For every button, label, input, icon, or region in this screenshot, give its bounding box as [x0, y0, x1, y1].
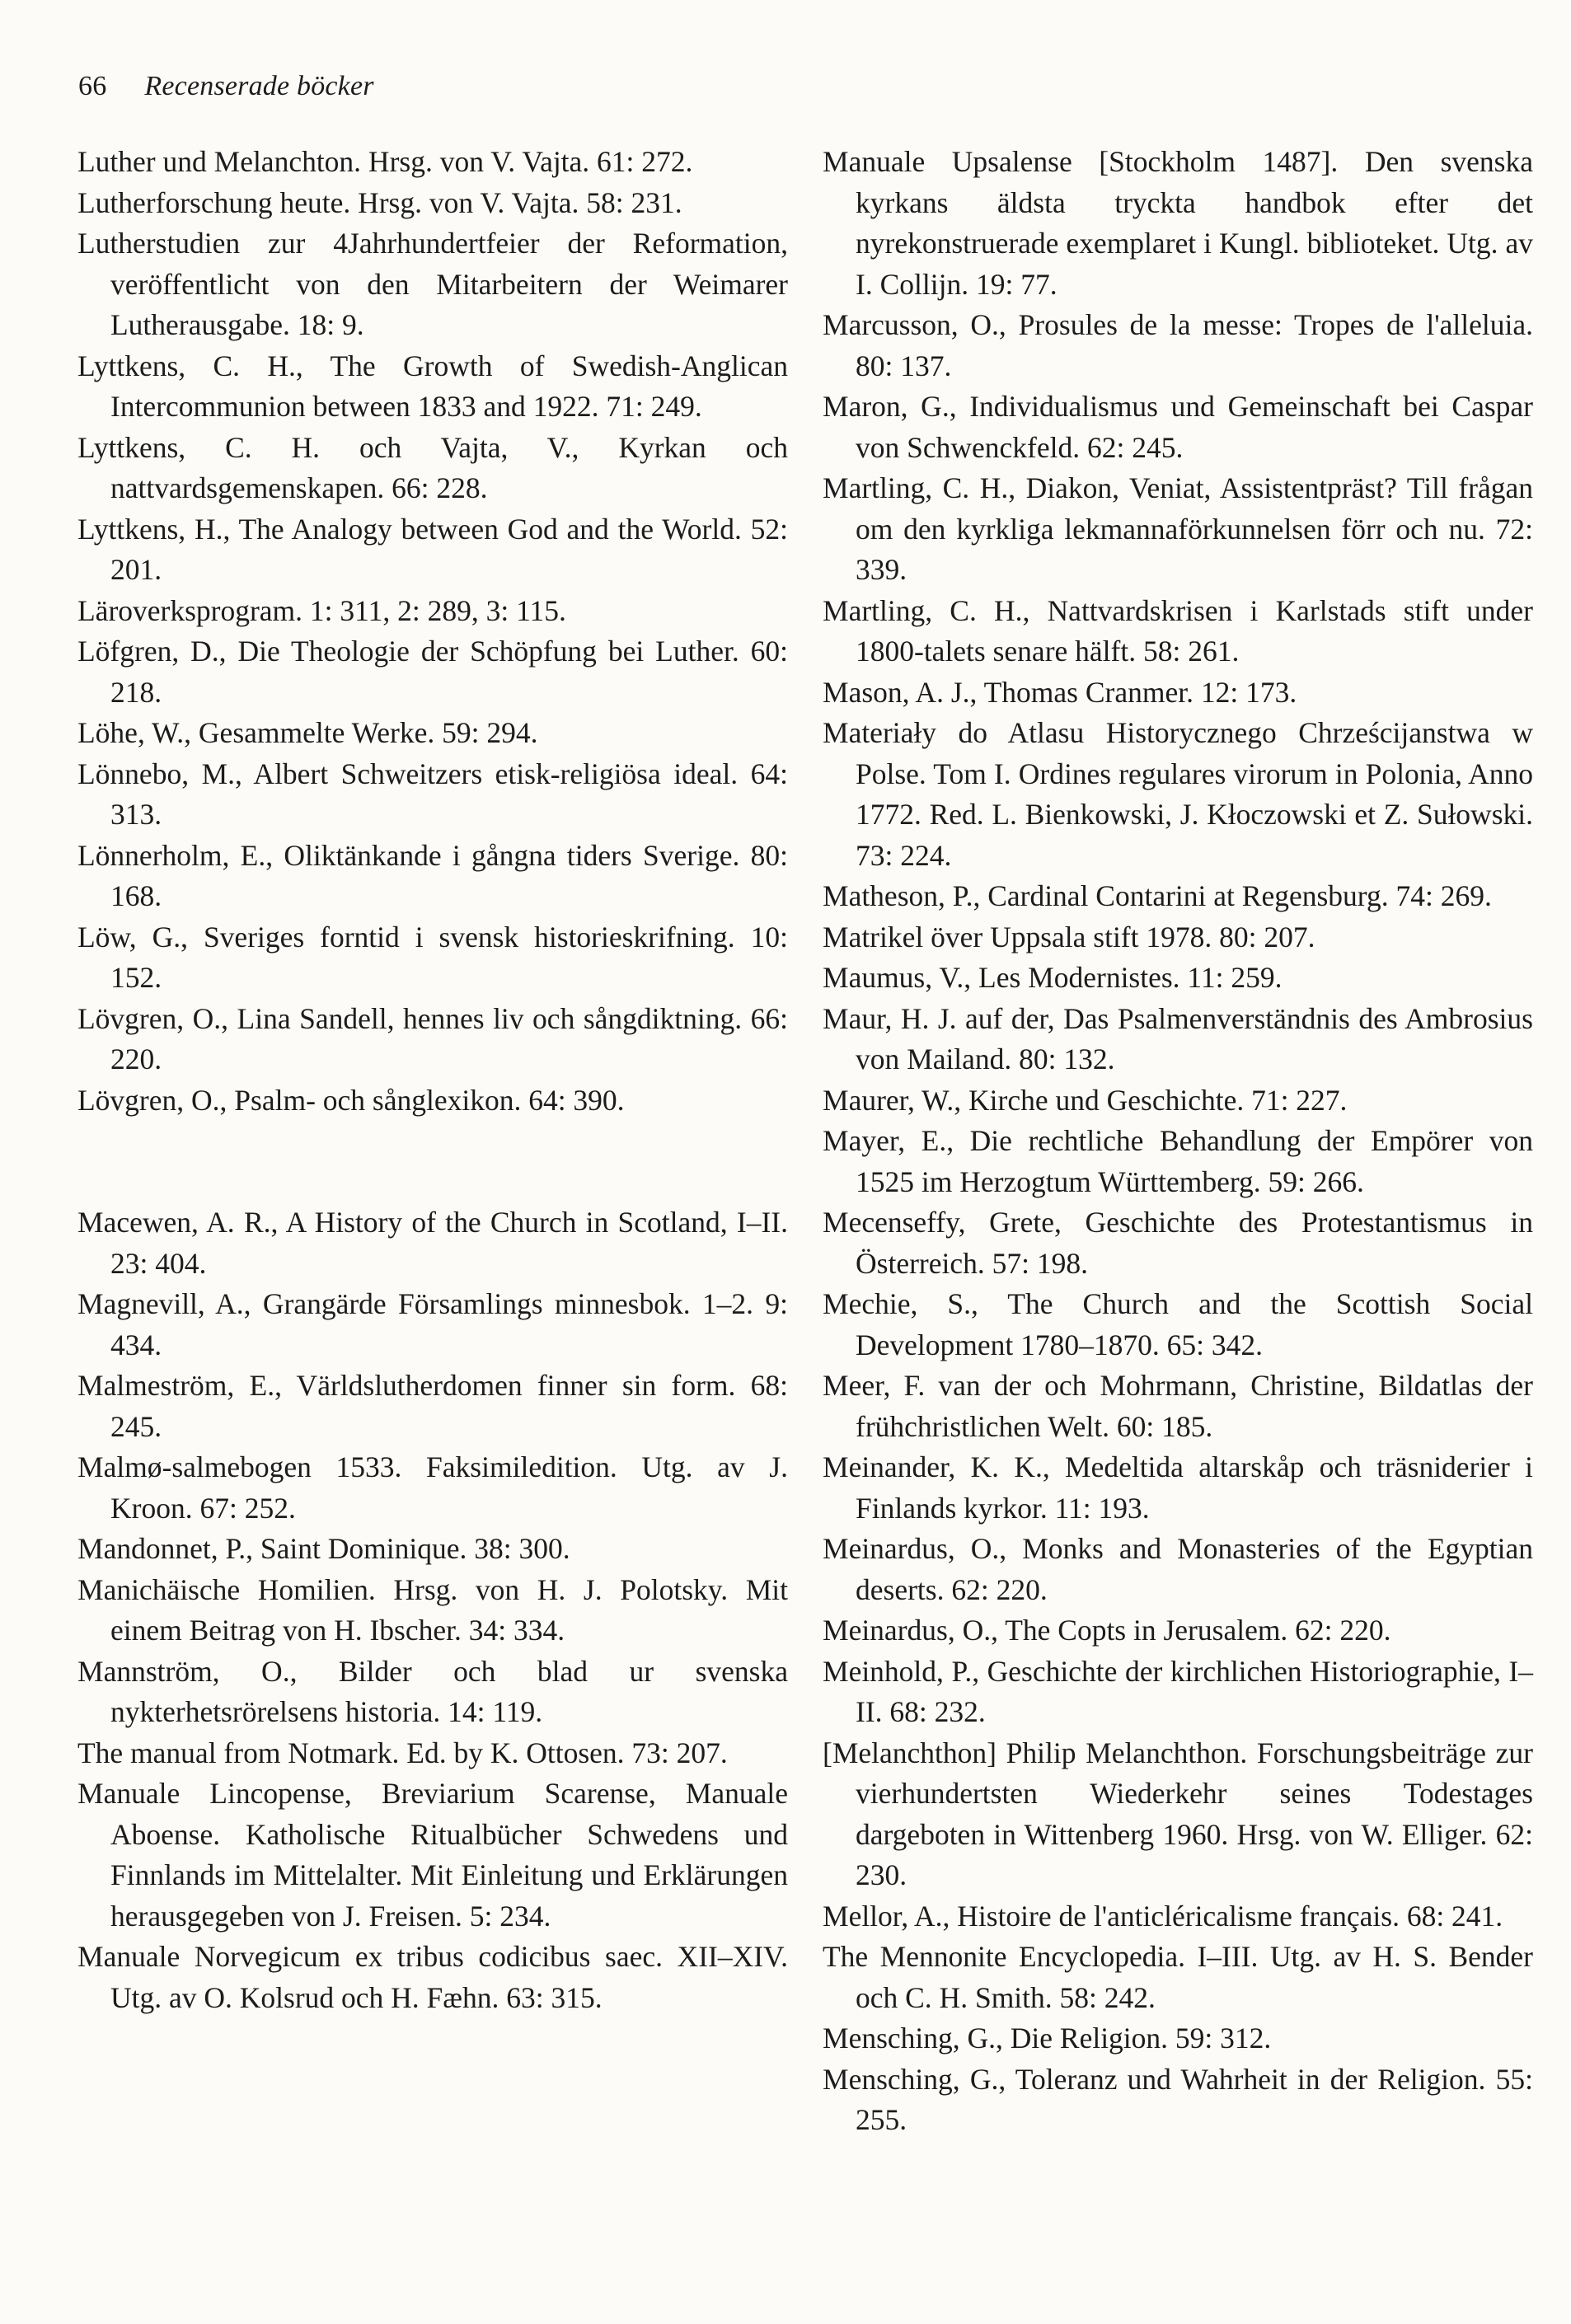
section-gap — [77, 1121, 788, 1202]
index-entry: Maron, G., Individualismus und Gemeinschaft bei Caspar von Schwenckfeld. 62: 245. — [823, 390, 1533, 464]
index-entry: Malmø-salmebogen 1533. Faksimiledition. Utg. av J. Kroon. 67: 252. — [77, 1450, 788, 1525]
index-entry: Meinhold, P., Geschichte der kirchlichen Historiographie, I–II. 68: 232. — [823, 1654, 1533, 1728]
index-entry: Löw, G., Sveriges forntid i svensk historieskrifning. 10: 152. — [77, 920, 788, 994]
index-entry: Luther und Melanchton. Hrsg. von V. Vajta. 61: 272. — [77, 145, 693, 178]
index-entry: Lönnerholm, E., Oliktänkande i gångna tiders Sverige. 80: 168. — [77, 838, 788, 912]
index-entry: Manuale Norvegicum ex tribus codicibus saec. XII–XIV. Utg. av O. Kolsrud och H. Fæhn. 63: 315. — [77, 1940, 788, 2014]
index-entry: Maur, H. J. auf der, Das Psalmenverständnis des Ambrosius von Mailand. 80: 132. — [823, 1001, 1533, 1075]
index-entry: Lyttkens, C. H. och Vajta, V., Kyrkan och nattvardsgemenskapen. 66: 228. — [77, 430, 788, 504]
page-number: 66 — [78, 71, 107, 101]
index-entry: Maurer, W., Kirche und Geschichte. 71: 227. — [823, 1083, 1348, 1117]
index-entry: Löhe, W., Gesammelte Werke. 59: 294. — [77, 716, 538, 749]
index-entry: Lövgren, O., Psalm- och sånglexikon. 64: 390. — [77, 1083, 625, 1117]
index-entry: Marcusson, O., Prosules de la messe: Tropes de l'alleluia. 80: 137. — [823, 308, 1533, 382]
index-entry: Lutherstudien zur 4Jahrhundertfeier der Reformation, veröffentlicht von den Mitarbeitern der Weimarer Lutherausgabe. 18: 9. — [77, 227, 788, 341]
index-entry: Lyttkens, C. H., The Growth of Swedish-Anglican Intercommunion between 1833 and 1922. 71: 249. — [77, 349, 788, 423]
index-entry: Löfgren, D., Die Theologie der Schöpfung bei Luther. 60: 218. — [77, 635, 788, 709]
index-entry: Manuale Upsalense [Stockholm 1487]. Den svenska kyrkans äldsta tryckta handbok efter det nyrekonstruerade exemplaret i Kungl. biblioteket. Utg. av I. Collijn. 19: 77. — [823, 145, 1533, 301]
index-entry: The Mennonite Encyclopedia. I–III. Utg. av H. S. Bender och C. H. Smith. 58: 242. — [823, 1940, 1533, 2014]
index-entry: Meinander, K. K., Medeltida altarskåp och träsniderier i Finlands kyrkor. 11: 193. — [823, 1450, 1533, 1525]
left-column — [77, 142, 788, 2018]
index-entry: Macewen, A. R., A History of the Church in Scotland, I–II. 23: 404. — [77, 1206, 788, 1280]
index-entry: Läroverksprogram. 1: 311, 2: 289, 3: 115. — [77, 593, 566, 627]
section-title: Recenserade böcker — [144, 71, 374, 101]
index-entry: Lutherforschung heute. Hrsg. von V. Vajta. 58: 231. — [77, 185, 682, 219]
index-entry: Mellor, A., Histoire de l'anticléricalisme français. 68: 241. — [823, 1899, 1503, 1933]
index-entry: Mayer, E., Die rechtliche Behandlung der Empörer von 1525 im Herzogtum Württemberg. 59: 266. — [823, 1124, 1533, 1198]
index-entry: Mecenseffy, Grete, Geschichte des Protestantismus in Österreich. 57: 198. — [823, 1206, 1533, 1280]
index-entry: Mensching, G., Die Religion. 59: 312. — [823, 2022, 1272, 2055]
index-entry: Mason, A. J., Thomas Cranmer. 12: 173. — [823, 675, 1297, 709]
index-entry: Matrikel över Uppsala stift 1978. 80: 207. — [823, 920, 1315, 953]
index-entry: Magnevill, A., Grangärde Församlings minnesbok. 1–2. 9: 434. — [77, 1287, 788, 1361]
index-entry: Mensching, G., Toleranz und Wahrheit in der Religion. 55: 255. — [823, 2062, 1533, 2136]
index-entry: Martling, C. H., Nattvardskrisen i Karlstads stift under 1800-talets senare hälft. 58: 261. — [823, 593, 1533, 668]
index-entry: Malmeström, E., Världslutherdomen finner sin form. 68: 245. — [77, 1369, 788, 1443]
index-entry: Manuale Lincopense, Breviarium Scarense, Manuale Aboense. Katholische Ritualbücher Schwedens und Finnlands im Mittelalter. Mit Einleitung und Erklärungen herausgegeben von J. Freisen. 5: 234. — [77, 1777, 788, 1933]
running-head — [78, 71, 374, 102]
index-entry: Lyttkens, H., The Analogy between God and the World. 52: 201. — [77, 512, 788, 586]
index-entry: Mannström, O., Bilder och blad ur svenska nykterhetsrörelsens historia. 14: 119. — [77, 1654, 788, 1728]
index-entry: Mechie, S., The Church and the Scottish Social Development 1780–1870. 65: 342. — [823, 1287, 1533, 1361]
index-entry: Meinardus, O., Monks and Monasteries of the Egyptian deserts. 62: 220. — [823, 1532, 1533, 1606]
index-entry: Manichäische Homilien. Hrsg. von H. J. Polotsky. Mit einem Beitrag von H. Ibscher. 34: 334. — [77, 1572, 788, 1647]
index-entry: Lövgren, O., Lina Sandell, hennes liv och sångdiktning. 66: 220. — [77, 1001, 788, 1075]
index-entry: Lönnebo, M., Albert Schweitzers etisk-religiösa ideal. 64: 313. — [77, 757, 788, 831]
index-entry: Meinardus, O., The Copts in Jerusalem. 62: 220. — [823, 1614, 1391, 1647]
index-entry: Mandonnet, P., Saint Dominique. 38: 300. — [77, 1532, 570, 1565]
right-column — [823, 142, 1533, 2141]
index-entry: Martling, C. H., Diakon, Veniat, Assistentpräst? Till frågan om den kyrkliga lekmannaförkunnelsen förr och nu. 72: 339. — [823, 471, 1533, 586]
index-entry: The manual from Notmark. Ed. by K. Ottosen. 73: 207. — [77, 1736, 728, 1769]
index-entry: Maumus, V., Les Modernistes. 11: 259. — [823, 961, 1283, 994]
index-entry: Materiały do Atlasu Historycznego Chrześcijanstwa w Polse. Tom I. Ordines regulares virorum in Polonia, Anno 1772. Red. L. Bienkowski, J. Kłoczowski et Z. Sułowski. 73: 224. — [823, 716, 1533, 872]
index-entry: Matheson, P., Cardinal Contarini at Regensburg. 74: 269. — [823, 879, 1492, 912]
index-entry: [Melanchthon] Philip Melanchthon. Forschungsbeiträge zur vierhundertsten Wiederkehr seines Todestages dargeboten in Wittenberg 1960. Hrsg. von W. Elliger. 62: 230. — [823, 1736, 1533, 1891]
index-entry: Meer, F. van der och Mohrmann, Christine, Bildatlas der frühchristlichen Welt. 60: 185. — [823, 1369, 1533, 1443]
